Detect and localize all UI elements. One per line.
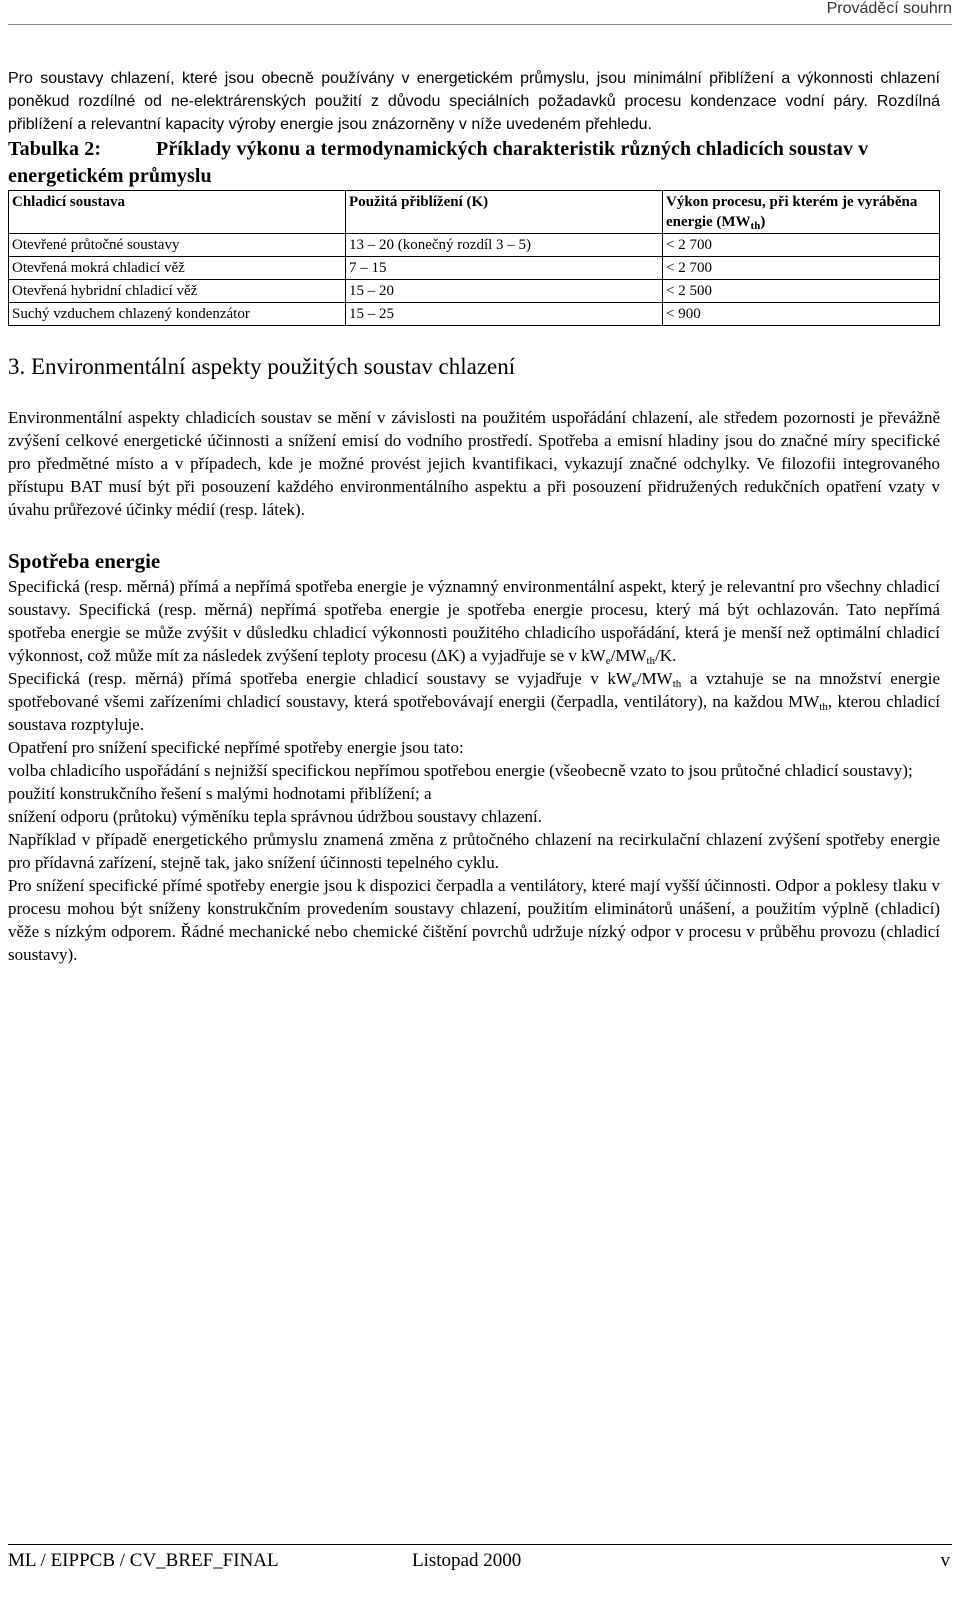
section-3-paragraph: Environmentální aspekty chladicích soustav se mění v závislosti na použitém uspořádání chlazení, ale středem pozornosti je převážně zvýšení celkové energetické účinnosti a snížení emisí do vodního prostředí. Spotřeba a emisní hladiny jsou do značné míry specifické pro předmětné místo a v případech, kde je možné provést jejich kvantifikaci, vykazují značné odchylky. Ve filozofii integrovaného přístupu BAT musí být při posouzení každého environmentálního aspektu a při posouzení přidružených redukčních opatření vzaty v úvahu průřezové účinky médií (resp. látek). [8,408,940,519]
energy-paragraph-5: použití konstrukčního řešení s malými hodnotami přiblížení; a [8,784,432,803]
table-caption [8,136,940,190]
footer-rule [8,1544,952,1545]
cell-capacity: < 2 700 [663,234,940,257]
header-approach: Použitá přiblížení (K) [346,191,663,234]
cell-approach: 13 – 20 (konečný rozdíl 3 – 5) [346,234,663,257]
energy-p1-sub-e: e [605,655,611,667]
energy-p2-text-d: , kterou chladicí soustava rozptyluje. [8,692,940,734]
page-body [8,67,940,966]
energy-p1-sub-th: th [646,655,656,667]
energy-p2-text-a: Specifická (resp. měrná) přímá spotřeba energie chladicí soustavy se vyjadřuje v kW [8,669,632,688]
energy-p2-sub-th-2: th [819,701,828,713]
cell-capacity: < 2 500 [663,280,940,303]
energy-p2-sub-e: e [631,678,637,690]
table-caption-label: Tabulka 2: [8,138,102,160]
table-row [9,234,940,257]
header-capacity [663,191,940,234]
header-capacity-main: Výkon procesu, při kterém je vyráběna energie (MW [666,194,918,230]
footer-document-id: ML / EIPPCB / CV_BREF_FINAL [8,1550,279,1571]
cell-approach: 15 – 25 [346,303,663,326]
header-rule [8,24,952,25]
energy-p1-text-a: Specifická (resp. měrná) přímá a nepřímá spotřeba energie je významný environmentální aspekt, který je relevantní pro všechny chladicí soustavy. Specifická (resp. měrná) nepřímá spotřeba energie je spotřeba energie procesu, který má být ochlazován. Tato nepřímá spotřeba energie se může zvýšit v důsledku chladicí výkonnosti použitého chladicího uspořádání, která je menší než optimální chladicí výkonnost, což může mít za následek zvýšení teploty procesu (ΔK) a vyjadřuje se v kW [8,577,940,665]
table-row [9,257,940,280]
energy-p2-sub-th: th [672,678,682,690]
energy-paragraph-3: Opatření pro snížení specifické nepřímé spotřeby energie jsou tato: [8,738,464,757]
header-capacity-sub: th [750,220,761,232]
cell-approach: 7 – 15 [346,257,663,280]
energy-paragraph-2 [8,667,940,736]
cell-approach: 15 – 20 [346,280,663,303]
cell-system: Otevřené průtočné soustavy [9,234,346,257]
energy-paragraph-7: Například v případě energetického průmyslu znamená změna z průtočného chlazení na recirkulační chlazení zvýšení spotřeby energie pro přídavná zařízení, stejně tak, jako snížení účinnosti tepelného cyklu. [8,830,940,872]
energy-heading: Spotřeba energie [8,549,161,573]
cell-system: Suchý vzduchem chlazený kondenzátor [9,303,346,326]
table-row [9,303,940,326]
energy-p2-text-b: /MW [636,669,673,688]
energy-p1-text-b: /MW [610,646,647,665]
footer-date: Listopad 2000 [412,1550,522,1571]
header-cooling-system: Chladicí soustava [9,191,346,234]
energy-paragraph-1 [8,575,940,667]
cell-system: Otevřená mokrá chladicí věž [9,257,346,280]
table-header-row [9,191,940,234]
energy-p1-text-c: /K. [655,646,677,665]
section-3-heading: 3. Environmentální aspekty použitých soustav chlazení [8,354,516,379]
footer-page-number: v [940,1550,950,1571]
cell-system: Otevřená hybridní chladicí věž [9,280,346,303]
table-row [9,280,940,303]
cooling-systems-table [8,190,940,326]
energy-paragraph-4: volba chladicího uspořádání s nejnižší specifickou nepřímou spotřebou energie (všeobecně vzato to jsou průtočné chladicí soustavy); [8,761,913,780]
table-caption-text: Příklady výkonu a termodynamických charakteristik různých chladicích soustav v energetickém průmyslu [8,138,869,187]
cell-capacity: < 2 700 [663,257,940,280]
intro-paragraph: Pro soustavy chlazení, které jsou obecně používány v energetickém průmyslu, jsou minimální přiblížení a výkonnosti chlazení poněkud rozdílné od ne-elektrárenských použití z důvodu speciálních požadavků procesu kondenzace vodní páry. Rozdílná přiblížení a relevantní kapacity výroby energie jsou znázorněny v níže uvedeném přehledu. [8,70,940,133]
energy-paragraph-6: snížení odporu (průtoku) výměníku tepla správnou údržbou soustavy chlazení. [8,807,542,826]
running-header: Prováděcí souhrn [826,0,952,17]
header-capacity-end: ) [760,214,766,230]
energy-p2-text-c: a vztahuje se na množství energie spotřebované všemi zařízeními chladicí soustavy, která spotřebovávají energii (čerpadla, ventilátory), na každou MW [8,669,940,711]
cell-capacity: < 900 [663,303,940,326]
energy-paragraph-8: Pro snížení specifické přímé spotřeby energie jsou k dispozici čerpadla a ventilátory, které mají vyšší účinnosti. Odpor a poklesy tlaku v procesu mohou být sníženy konstrukčním provedením soustavy chlazení, použitím eliminátorů unášení, a použitím výplně (chladicí) věže s nízkým odporem. Řádné mechanické nebo chemické čištění povrchů udržuje nízký odpor v procesu v průběhu provozu (chladicí soustavy). [8,876,940,964]
